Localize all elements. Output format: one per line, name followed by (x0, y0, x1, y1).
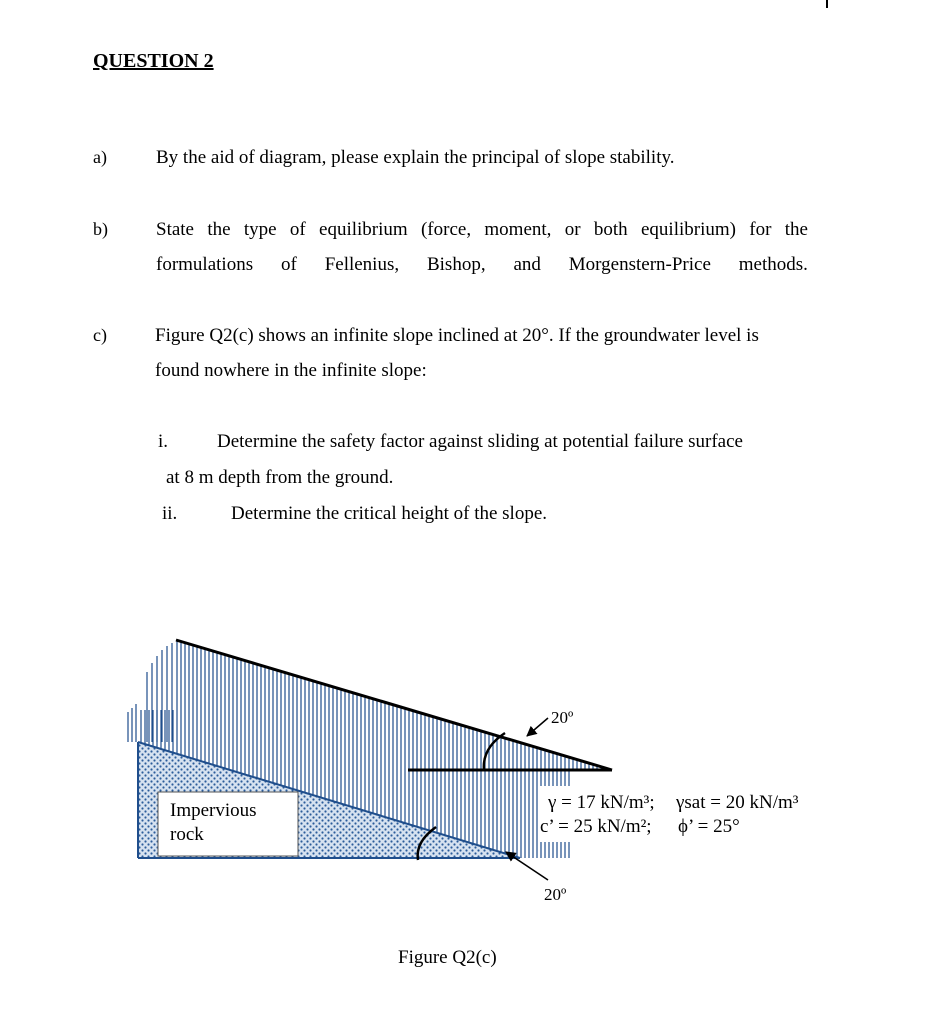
part-b-label: b) (93, 219, 108, 239)
part-b-line-1-word: both (593, 219, 628, 240)
prop-gamma-sat: γsat = 20 kN/m³ (676, 792, 799, 813)
sub-ii-text: Determine the critical height of the slope. (231, 503, 548, 524)
part-a-label: a) (93, 147, 107, 167)
part-b-line-2-word: formulations (156, 254, 254, 275)
question-title: QUESTION 2 (93, 50, 214, 72)
angle-arrow-top (527, 718, 548, 736)
part-b-line-1-word: of (289, 219, 306, 240)
part-b-line-2-word: and (513, 254, 541, 275)
part-b-line-1-word: equilibrium (319, 219, 408, 240)
angle-label-top: 20º (551, 708, 574, 727)
part-b-line-2-word: of (280, 254, 297, 275)
part-a-text: By the aid of diagram, please explain the principal of slope stability. (156, 147, 675, 168)
part-b-line-1-word: or (564, 219, 581, 240)
part-b-line-1-word: moment, (484, 219, 552, 240)
sub-i-line-2: at 8 m depth from the ground. (166, 467, 394, 488)
sub-ii-label: ii. (162, 503, 178, 524)
prop-friction-angle: ϕ’ = 25° (678, 816, 740, 837)
part-b-line-2-word: Morgenstern-Price (568, 254, 711, 275)
part-b-line-2-word: Fellenius, (324, 254, 400, 275)
sub-i-line-1: Determine the safety factor against sliding at potential failure surface (217, 431, 743, 452)
part-b-line-1-word: State (156, 219, 194, 240)
part-b-line-1-word: the (207, 219, 231, 240)
part-c-line-2: found nowhere in the infinite slope: (155, 360, 427, 381)
part-b-line-1-word: for (749, 219, 772, 240)
figure-caption: Figure Q2(c) (398, 947, 497, 968)
prop-cohesion: c’ = 25 kN/m²; (540, 816, 652, 837)
part-c-line-1: Figure Q2(c) shows an infinite slope inclined at 20°. If the groundwater level is (155, 325, 759, 346)
prop-gamma: γ = 17 kN/m³; (548, 792, 655, 813)
rock-label-line-2: rock (170, 824, 204, 845)
part-b-line-1-word: equilibrium) (640, 219, 736, 240)
part-c-label: c) (93, 325, 107, 345)
part-b-line-2-word: methods. (738, 254, 808, 275)
angle-label-bottom: 20º (544, 885, 567, 904)
part-b-line-1-word: the (784, 219, 808, 240)
part-b-line-1-word: type (243, 219, 277, 240)
rock-label-line-1: Impervious (170, 800, 257, 821)
part-b-line-2-word: Bishop, (426, 254, 486, 275)
sub-i-label: i. (158, 431, 169, 452)
part-b-line-1-word: (force, (420, 219, 472, 240)
